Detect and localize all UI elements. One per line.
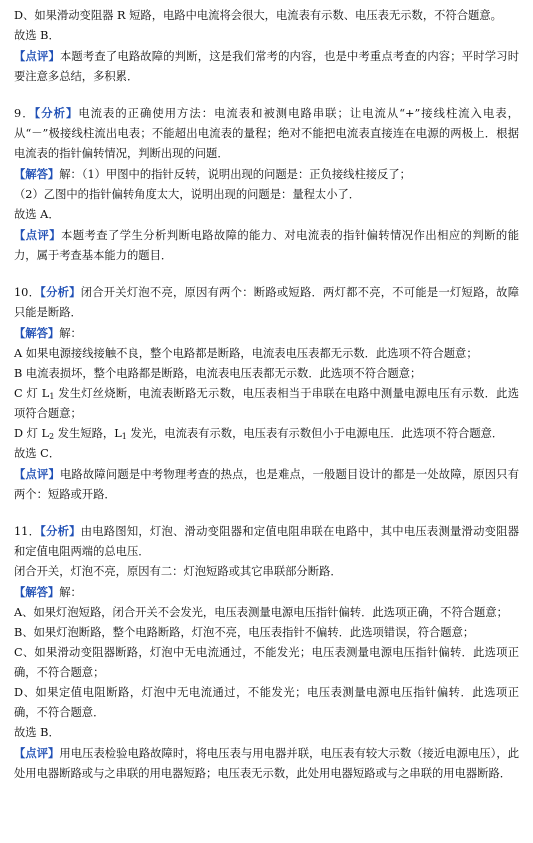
q11-option-c: C、如果滑动变阻器断路，灯泡中无电流通过，不能发光；电压表测量电源电压指针偏转．此选项正确，不符合题意； (14, 646, 519, 679)
q11-comment (14, 743, 519, 784)
q9-comment-text: 本题考查了学生分析判断电路故障的能力、对电流表的指针偏转情况作出相应的判断的能力，属于考查基本能力的题目． (14, 229, 519, 262)
q10-option-a: A 如果电源接线接触不良，整个电路都是断路，电流表电压表都无示数．此选项不符合题意； (14, 347, 478, 360)
q11-option-a: A、如果灯泡短路，闭合开关不会发光，电压表测量电源电压指针偏转．此选项正确，不符合题意； (14, 606, 508, 619)
q10-option-d-part: 发生短路，L (54, 427, 122, 440)
q9-comment (14, 225, 519, 266)
q9-answer: 故选 A． (14, 208, 60, 221)
subscript: 1 (49, 392, 55, 401)
q9-solution-2: （2）乙图中的指针偏转角度太大，说明出现的问题是：量程太小了． (14, 188, 361, 201)
q11-analysis-2: 闭合开关，灯泡不亮，原因有二：灯泡短路或其它串联部分断路． (14, 565, 342, 578)
solution-tag: 【解答】 (14, 167, 60, 181)
comment-tag: 【点评】 (14, 228, 62, 242)
comment-text: 本题考查了电路故障的判断，这是我们常考的内容，也是中考重点考查的内容；平时学习时要注意多总结，多积累． (14, 50, 519, 83)
q10-option-d (14, 424, 519, 444)
solution-tag: 【解答】 (14, 326, 60, 340)
top-option-d: D、如果滑动变阻器 R 短路，电路中电流将会很大，电流表有示数、电压表无示数，不符合题意。 (14, 9, 502, 22)
q10-option-d-part: D 灯 L (14, 427, 50, 440)
q10-comment (14, 464, 519, 505)
analysis-tag: 【分析】 (40, 285, 81, 299)
q11-solution-intro (14, 582, 519, 603)
q9-solution-1 (14, 164, 519, 185)
q11-analysis-text: 由电路图知，灯泡、滑动变阻器和定值电阻串联在电路中，其中电压表测量滑动变阻器和定值电阻两端的总电压． (14, 525, 519, 558)
q10-answer: 故选 C． (14, 447, 61, 460)
top-answer: 故选 B． (14, 29, 60, 42)
q10-analysis (14, 282, 519, 323)
q11-answer: 故选 B． (14, 726, 60, 739)
q11-option-d: D、如果定值电阻断路，灯泡中无电流通过，不能发光；电压表测量电源电压指针偏转．此选项正确，不符合题意． (14, 686, 519, 719)
top-comment (14, 46, 519, 87)
q9-solution-text-1: 解：（1）甲图中的指针反转，说明出现的问题是：正负接线柱接反了； (59, 168, 411, 181)
q9-analysis (14, 103, 519, 164)
q11-analysis (14, 521, 519, 562)
q9-number: 9． (14, 107, 35, 120)
q9-analysis-text: 电流表的正确使用方法：电流表和被测电路串联；让电流从“+”接线柱流入电表，从“－”极接线柱流出电表；不能超出电流表的量程；绝对不能把电流表直接连在电源的两极上．根据电流表的指针偏转情况，判断出现的问题． (14, 107, 519, 160)
comment-tag: 【点评】 (14, 467, 60, 481)
q10-number: 10． (14, 286, 41, 299)
analysis-tag: 【分析】 (34, 106, 79, 120)
analysis-tag: 【分析】 (40, 524, 81, 538)
q10-option-c-part: 发生灯丝烧断，电流表断路无示数，电压表相当于串联在电路中测量电源电压有示数．此选项符合题意； (14, 387, 519, 420)
comment-tag: 【点评】 (14, 746, 60, 760)
q11-comment-text: 用电压表检验电路故障时，将电压表与用电器并联，电压表有较大示数（接近电源电压），此处用电器断路或与之串联的用电器短路；电压表无示数，此处用电器短路或与之串联的用电器断路． (14, 747, 519, 780)
q10-solution-intro (14, 323, 519, 344)
q11-option-b: B、如果灯泡断路，整个电路断路，灯泡不亮，电压表指针不偏转．此选项错误，符合题意； (14, 626, 475, 639)
subscript: 1 (121, 432, 127, 441)
comment-tag: 【点评】 (14, 49, 60, 63)
q10-option-c-part: C 灯 L (14, 387, 50, 400)
q10-option-b: B 电流表损坏，整个电路都是断路，电流表电压表都无示数．此选项不符合题意； (14, 367, 422, 380)
q10-option-d-part: 发光，电流表有示数，电压表有示数但小于电源电压．此选项不符合题意． (126, 427, 504, 440)
q11-number: 11． (14, 525, 41, 538)
q10-solution-intro-text: 解： (59, 327, 82, 340)
solution-tag: 【解答】 (14, 585, 60, 599)
subscript: 2 (49, 432, 55, 441)
q10-comment-text: 电路故障问题是中考物理考查的热点，也是难点，一般题目设计的都是一处故障，原因只有两个：短路或开路． (14, 468, 519, 501)
q10-analysis-text: 闭合开关灯泡不亮，原因有两个：断路或短路．两灯都不亮，不可能是一灯短路，故障只能是断路． (14, 286, 519, 319)
q10-option-c (14, 384, 519, 424)
q11-solution-intro-text: 解： (59, 586, 82, 599)
